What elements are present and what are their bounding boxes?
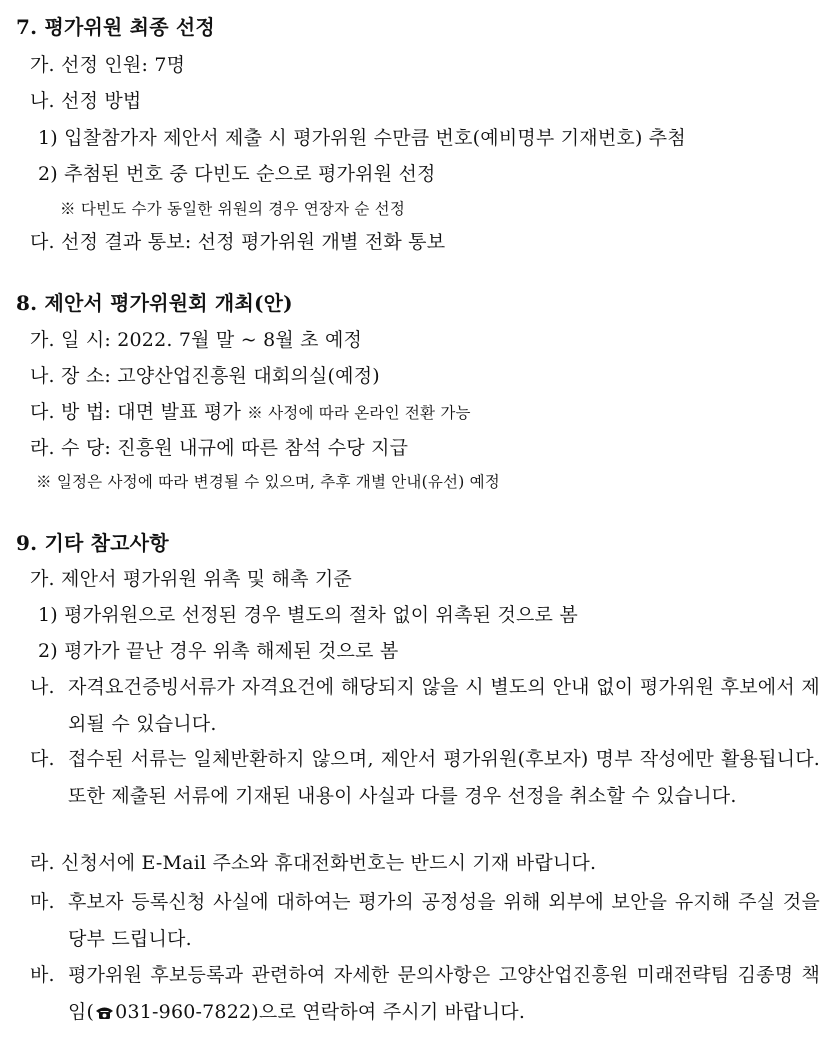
section-8-title: 8. 제안서 평가위원회 개최(안): [16, 291, 293, 315]
section-9-item-ma-marker: 마.: [30, 891, 55, 913]
section-8-item-ga: 가. 일 시: 2022. 7월 말 ~ 8월 초 예정: [30, 329, 363, 351]
section-8-note: ※ 일정은 사정에 따라 변경될 수 있으며, 추후 개별 안내(유선) 예정: [36, 473, 500, 491]
section-9-item-ba-phone: 031-960-7822: [115, 1001, 252, 1023]
section-9-item-da-text: 접수된 서류는 일체반환하지 않으며, 제안서 평가위원(후보자) 명부 작성에만 활용됩니다. 또한 제출된 서류에 기재된 내용이 사실과 다를 경우 선정을 취소할 수 있습니다.: [68, 748, 820, 807]
section-7-item-ga: 가. 선정 인원: 7명: [30, 54, 186, 76]
section-8-item-na: 나. 장 소: 고양산업진흥원 대회의실(예정): [30, 365, 380, 387]
section-9-item-ba-text-before: 평가위원 후보등록과 관련하여 자세한 문의사항은 고양산업진흥원 미래전략팀 김종명 책임(: [68, 964, 820, 1023]
section-9-item-na-text: 자격요건증빙서류가 자격요건에 해당되지 않을 시 별도의 안내 없이 평가위원 후보에서 제외될 수 있습니다.: [68, 676, 820, 735]
section-9-item-na-marker: 나.: [30, 676, 55, 698]
section-9-item-ga: 가. 제안서 평가위원 위촉 및 해촉 기준: [30, 568, 352, 590]
section-9-item-ma-text: 후보자 등록신청 사실에 대하여는 평가의 공정성을 위해 외부에 보안을 유지해 주실 것을 당부 드립니다.: [68, 891, 820, 950]
section-8-item-da-main: 다. 방 법: 대면 발표 평가: [30, 401, 242, 423]
section-7-title: 7. 평가위원 최종 선정: [16, 15, 215, 39]
section-7-sub-1: 1) 입찰참가자 제안서 제출 시 평가위원 수만큼 번호(예비명부 기재번호) 추첨: [38, 127, 686, 149]
section-9-item-da-marker: 다.: [30, 748, 55, 770]
section-9-item-ra: 라. 신청서에 E-Mail 주소와 휴대전화번호는 반드시 기재 바랍니다.: [30, 852, 597, 874]
section-9-sub-1: 1) 평가위원으로 선정된 경우 별도의 절차 없이 위촉된 것으로 봄: [38, 604, 578, 626]
section-9-item-ba-marker: 바.: [30, 964, 55, 986]
section-9-title: 9. 기타 참고사항: [16, 531, 169, 555]
section-8-item-ra: 라. 수 당: 진흥원 내규에 따른 참석 수당 지급: [30, 437, 409, 459]
section-7-note: ※ 다빈도 수가 동일한 위원의 경우 연장자 순 선정: [60, 200, 406, 218]
section-9-item-ba-text-after: )으로 연락하여 주시기 바랍니다.: [251, 1001, 526, 1023]
telephone-icon: [95, 996, 114, 1011]
section-8-item-da: [30, 399, 833, 426]
section-7-item-da: 다. 선정 결과 통보: 선정 평가위원 개별 전화 통보: [30, 231, 446, 253]
section-9-sub-2: 2) 평가가 끝난 경우 위촉 해제된 것으로 봄: [38, 640, 399, 662]
section-8-item-da-note: ※ 사정에 따라 온라인 전환 가능: [247, 404, 471, 422]
section-7-item-na: 나. 선정 방법: [30, 90, 142, 112]
section-7-sub-2: 2) 추첨된 번호 중 다빈도 순으로 평가위원 선정: [38, 163, 436, 185]
section-9-item-ba-text: [68, 957, 820, 1031]
